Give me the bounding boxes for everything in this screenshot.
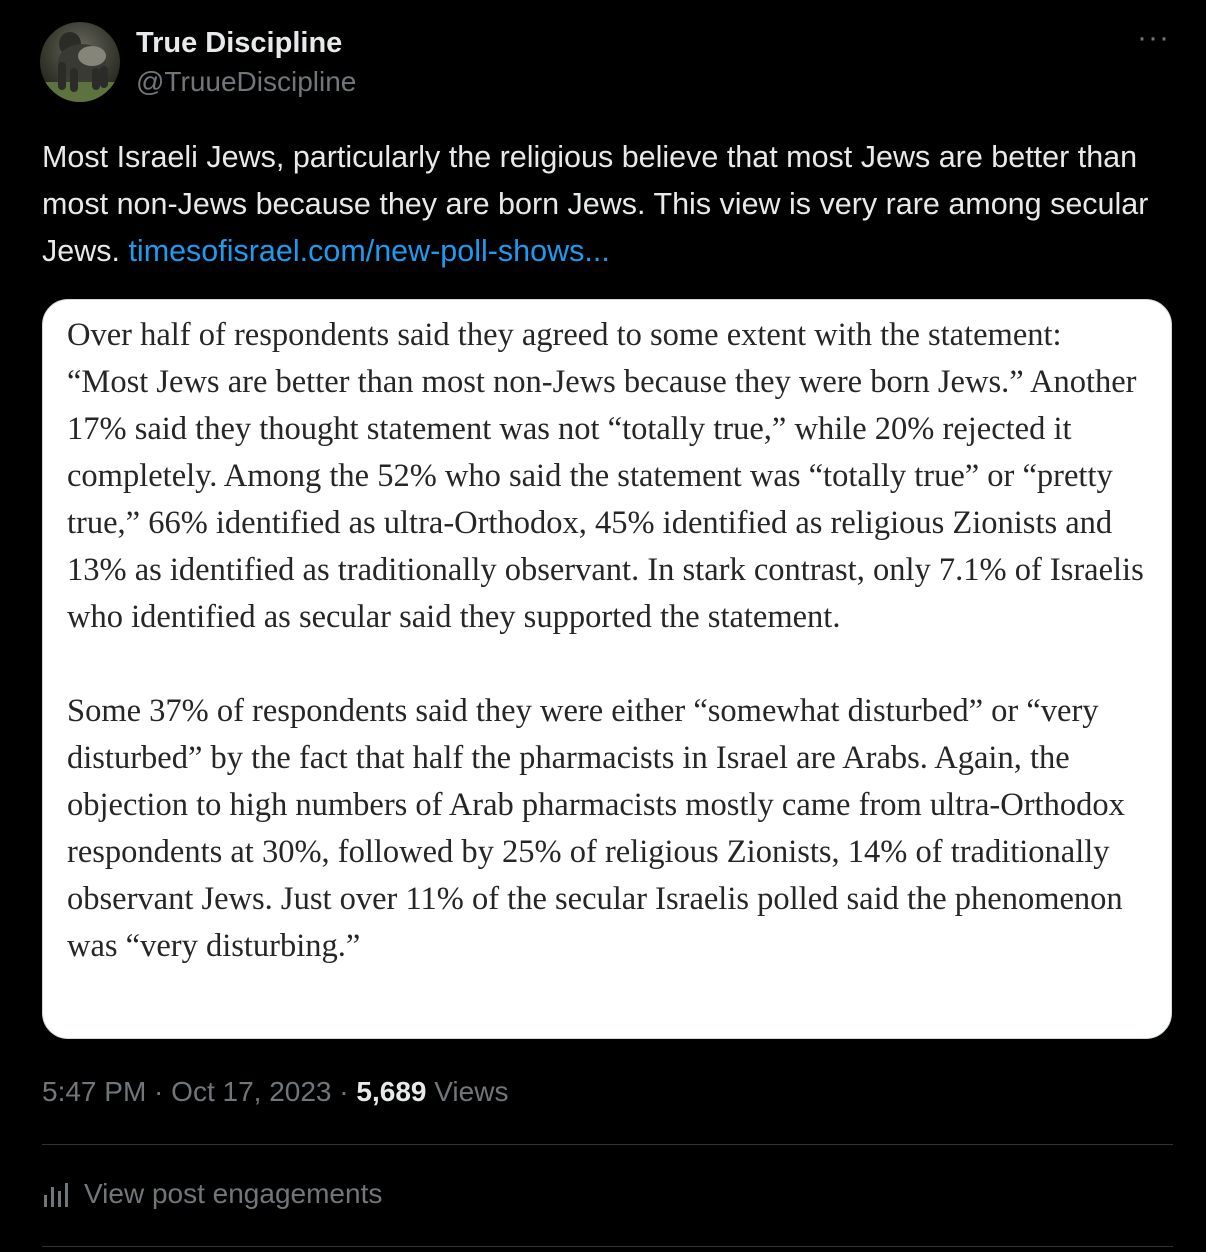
tweet-text [42, 134, 1182, 275]
avatar[interactable] [40, 22, 120, 102]
post-header [40, 22, 356, 102]
post-meta [42, 1072, 508, 1112]
tweet-link[interactable]: timesofisrael.com/new-poll-shows... [128, 234, 610, 268]
gorilla-avatar-icon [40, 22, 120, 102]
post-date[interactable]: Oct 17, 2023 [171, 1076, 332, 1107]
author-display-name[interactable]: True Discipline [136, 26, 343, 59]
author-handle[interactable]: @TruueDiscipline [136, 65, 357, 97]
more-icon: ··· [1137, 21, 1170, 54]
post-time[interactable]: 5:47 PM [42, 1076, 147, 1107]
quote-paragraph-1: Over half of respondents said they agreed to some extent with the statement: “Most Jews are better than most non-Jews because they were born Jews.” Another 17% said they thought statement was not “totally true,” while 20% rejected it completely. Among the 52% who said the statement was “totally true” or “pretty true,” 66% identified as ultra-Orthodox, 45% identified as religious Zionists and 13% as identified as traditionally observant. In stark contrast, only 7.1% of Israelis who identified as secular said they supported the statement. [67, 317, 1144, 635]
meta-separator: · [146, 1076, 172, 1107]
bar-chart-icon [42, 1181, 70, 1207]
views-label: Views [426, 1076, 509, 1107]
view-engagements-button[interactable] [42, 1178, 382, 1210]
quoted-image-card[interactable] [42, 299, 1172, 1039]
bottom-divider [42, 1246, 1173, 1247]
more-button[interactable] [1137, 21, 1170, 54]
quote-paragraph-2: Some 37% of respondents said they were either “somewhat disturbed” or “very disturbed” by the fact that half the pharmacists in Israel are Arabs. Again, the objection to high numbers of Arab pharmacists mostly came from ultra-Orthodox respondents at 30%, followed by 25% of religious Zionists, 14% of traditionally observant Jews. Just over 11% of the secular Israelis polled said the phenomenon was “very disturbing.” [67, 693, 1125, 964]
tweet-body: Most Israeli Jews, particularly the religious believe that most Jews are better than most non-Jews because they are born Jews. This view is very rare among secular Jews. [42, 140, 1149, 268]
engagements-label: View post engagements [84, 1178, 383, 1209]
author-names [136, 26, 356, 99]
divider [42, 1144, 1173, 1145]
meta-separator-2: · [331, 1076, 357, 1107]
views-count: 5,689 [356, 1076, 427, 1107]
